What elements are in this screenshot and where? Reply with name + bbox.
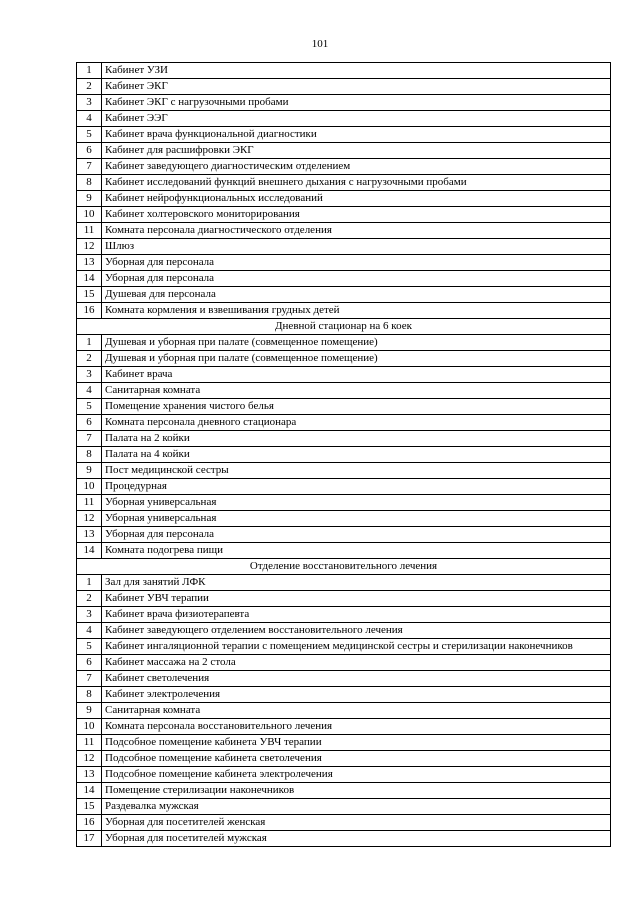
- room-name: Уборная для персонала: [102, 527, 611, 543]
- row-number: 4: [77, 111, 102, 127]
- table-row: [77, 463, 611, 479]
- table-row: [77, 351, 611, 367]
- table-row: [77, 607, 611, 623]
- room-name: Кабинет ЭКГ с нагрузочными пробами: [102, 95, 611, 111]
- table-row: [77, 95, 611, 111]
- section-header-row: [77, 559, 611, 575]
- row-number: 10: [77, 479, 102, 495]
- room-name: Кабинет ингаляционной терапии с помещением медицинской сестры и стерилизации наконечников: [102, 639, 611, 655]
- table-row: [77, 767, 611, 783]
- row-number: 6: [77, 655, 102, 671]
- table-row: [77, 303, 611, 319]
- table-row: [77, 687, 611, 703]
- row-number: 4: [77, 623, 102, 639]
- table-row: [77, 623, 611, 639]
- row-number: 2: [77, 351, 102, 367]
- room-name: Уборная для посетителей мужская: [102, 831, 611, 847]
- row-number: 1: [77, 575, 102, 591]
- row-number: 10: [77, 207, 102, 223]
- table-row: [77, 719, 611, 735]
- room-name: Уборная для персонала: [102, 255, 611, 271]
- row-number: 7: [77, 159, 102, 175]
- room-name: Палата на 2 койки: [102, 431, 611, 447]
- room-name: Кабинет заведующего отделением восстановительного лечения: [102, 623, 611, 639]
- row-number: 8: [77, 687, 102, 703]
- row-number: 9: [77, 191, 102, 207]
- room-name: Кабинет для расшифровки ЭКГ: [102, 143, 611, 159]
- row-number: 12: [77, 751, 102, 767]
- table-row: [77, 287, 611, 303]
- section-title: Отделение восстановительного лечения: [77, 559, 611, 575]
- table-row: [77, 383, 611, 399]
- room-name: Палата на 4 койки: [102, 447, 611, 463]
- table-row: [77, 495, 611, 511]
- row-number: 4: [77, 383, 102, 399]
- room-name: Помещение стерилизации наконечников: [102, 783, 611, 799]
- table-row: [77, 111, 611, 127]
- table-row: [77, 79, 611, 95]
- table-row: [77, 799, 611, 815]
- table-row: [77, 255, 611, 271]
- room-name: Кабинет массажа на 2 стола: [102, 655, 611, 671]
- room-name: Кабинет нейрофункциональных исследований: [102, 191, 611, 207]
- room-name: Кабинет врача функциональной диагностики: [102, 127, 611, 143]
- section-header-row: [77, 319, 611, 335]
- room-name: Уборная для персонала: [102, 271, 611, 287]
- row-number: 12: [77, 239, 102, 255]
- room-name: Санитарная комната: [102, 383, 611, 399]
- row-number: 16: [77, 303, 102, 319]
- table-row: [77, 751, 611, 767]
- table-row: [77, 815, 611, 831]
- row-number: 3: [77, 367, 102, 383]
- table-row: [77, 479, 611, 495]
- table-row: [77, 831, 611, 847]
- room-name: Душевая и уборная при палате (совмещенное помещение): [102, 351, 611, 367]
- table-row: [77, 159, 611, 175]
- row-number: 5: [77, 127, 102, 143]
- row-number: 11: [77, 495, 102, 511]
- table-row: [77, 335, 611, 351]
- row-number: 9: [77, 463, 102, 479]
- room-name: Кабинет электролечения: [102, 687, 611, 703]
- table-row: [77, 127, 611, 143]
- table-row: [77, 143, 611, 159]
- table-row: [77, 735, 611, 751]
- table-row: [77, 511, 611, 527]
- table-row: [77, 575, 611, 591]
- table-row: [77, 191, 611, 207]
- room-name: Душевая и уборная при палате (совмещенное помещение): [102, 335, 611, 351]
- row-number: 13: [77, 527, 102, 543]
- row-number: 2: [77, 79, 102, 95]
- room-name: Кабинет исследований функций внешнего дыхания с нагрузочными пробами: [102, 175, 611, 191]
- room-name: Кабинет ЭКГ: [102, 79, 611, 95]
- room-name: Уборная универсальная: [102, 495, 611, 511]
- rooms-table: [76, 62, 611, 847]
- room-name: Уборная универсальная: [102, 511, 611, 527]
- row-number: 3: [77, 95, 102, 111]
- room-name: Кабинет врача физиотерапевта: [102, 607, 611, 623]
- table-row: [77, 591, 611, 607]
- table-row: [77, 655, 611, 671]
- row-number: 2: [77, 591, 102, 607]
- table-row: [77, 271, 611, 287]
- row-number: 17: [77, 831, 102, 847]
- room-name: Комната персонала восстановительного лечения: [102, 719, 611, 735]
- room-name: Душевая для персонала: [102, 287, 611, 303]
- room-name: Шлюз: [102, 239, 611, 255]
- row-number: 6: [77, 143, 102, 159]
- table-row: [77, 415, 611, 431]
- room-name: Уборная для посетителей женская: [102, 815, 611, 831]
- room-name: Раздевалка мужская: [102, 799, 611, 815]
- table-row: [77, 175, 611, 191]
- room-name: Санитарная комната: [102, 703, 611, 719]
- row-number: 10: [77, 719, 102, 735]
- row-number: 8: [77, 447, 102, 463]
- room-name: Подсобное помещение кабинета светолечения: [102, 751, 611, 767]
- row-number: 11: [77, 735, 102, 751]
- table-row: [77, 639, 611, 655]
- room-name: Кабинет ЭЭГ: [102, 111, 611, 127]
- table-row: [77, 63, 611, 79]
- table-row: [77, 447, 611, 463]
- room-name: Кабинет заведующего диагностическим отделением: [102, 159, 611, 175]
- room-name: Кабинет светолечения: [102, 671, 611, 687]
- row-number: 13: [77, 767, 102, 783]
- row-number: 8: [77, 175, 102, 191]
- table-row: [77, 367, 611, 383]
- row-number: 14: [77, 783, 102, 799]
- table-row: [77, 527, 611, 543]
- table-row: [77, 207, 611, 223]
- row-number: 1: [77, 63, 102, 79]
- row-number: 6: [77, 415, 102, 431]
- room-name: Пост медицинской сестры: [102, 463, 611, 479]
- room-name: Зал для занятий ЛФК: [102, 575, 611, 591]
- row-number: 3: [77, 607, 102, 623]
- row-number: 16: [77, 815, 102, 831]
- room-name: Кабинет врача: [102, 367, 611, 383]
- row-number: 5: [77, 639, 102, 655]
- table-row: [77, 239, 611, 255]
- room-name: Кабинет холтеровского мониторирования: [102, 207, 611, 223]
- row-number: 14: [77, 543, 102, 559]
- room-name: Подсобное помещение кабинета электролечения: [102, 767, 611, 783]
- page-number: 101: [311, 38, 329, 50]
- table-row: [77, 431, 611, 447]
- room-name: Кабинет УЗИ: [102, 63, 611, 79]
- room-name: Кабинет УВЧ терапии: [102, 591, 611, 607]
- table-row: [77, 703, 611, 719]
- room-name: Комната кормления и взвешивания грудных детей: [102, 303, 611, 319]
- table-row: [77, 223, 611, 239]
- room-name: Комната подогрева пищи: [102, 543, 611, 559]
- row-number: 12: [77, 511, 102, 527]
- table-row: [77, 783, 611, 799]
- row-number: 7: [77, 671, 102, 687]
- room-name: Подсобное помещение кабинета УВЧ терапии: [102, 735, 611, 751]
- room-name: Процедурная: [102, 479, 611, 495]
- table-row: [77, 543, 611, 559]
- row-number: 11: [77, 223, 102, 239]
- row-number: 5: [77, 399, 102, 415]
- rooms-table-body: [77, 63, 611, 847]
- row-number: 7: [77, 431, 102, 447]
- section-title: Дневной стационар на 6 коек: [77, 319, 611, 335]
- room-name: Помещение хранения чистого белья: [102, 399, 611, 415]
- row-number: 14: [77, 271, 102, 287]
- room-name: Комната персонала диагностического отделения: [102, 223, 611, 239]
- table-row: [77, 399, 611, 415]
- row-number: 9: [77, 703, 102, 719]
- room-name: Комната персонала дневного стационара: [102, 415, 611, 431]
- row-number: 13: [77, 255, 102, 271]
- row-number: 15: [77, 799, 102, 815]
- table-row: [77, 671, 611, 687]
- row-number: 15: [77, 287, 102, 303]
- row-number: 1: [77, 335, 102, 351]
